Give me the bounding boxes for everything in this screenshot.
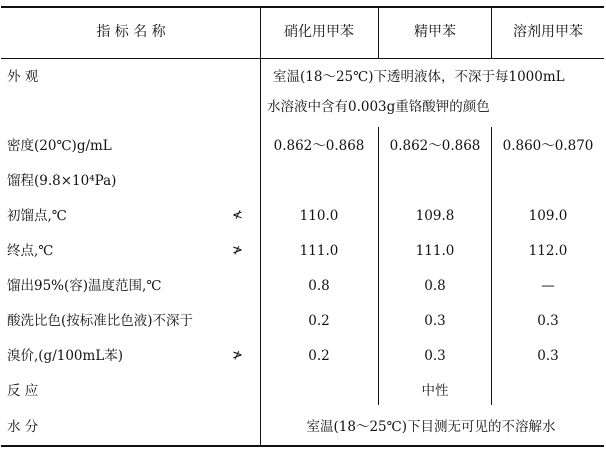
- header-solvent-toluene: 溶剂用甲苯: [513, 24, 583, 40]
- acid-wash-refined: 0.3: [424, 313, 446, 329]
- row-label-acid-wash: 酸洗比色(按标准比色液)不深于: [7, 313, 194, 329]
- row-label-initial-bp: 初馏点,℃: [7, 208, 67, 224]
- column-divider-1: [260, 6, 261, 59]
- spec-table: [1, 6, 604, 447]
- row-label-reaction: 反 应: [7, 383, 39, 399]
- row-label-appearance: 外 观: [7, 69, 39, 85]
- end-point-refined: 111.0: [415, 243, 455, 259]
- not-greater-than-mark: ≯: [232, 243, 243, 258]
- header-refined-toluene: 精甲苯: [414, 24, 456, 40]
- bromine-nitration: 0.2: [308, 348, 330, 364]
- density-nitration: 0.862～0.868: [273, 138, 365, 154]
- end-point-nitration: 111.0: [299, 243, 339, 259]
- header-nitration-toluene: 硝化用甲苯: [284, 24, 354, 40]
- moisture-value: 室温(18～25℃)下目测无可见的不溶解水: [306, 419, 556, 435]
- row-label-moisture: 水 分: [7, 419, 39, 435]
- acid-wash-solvent: 0.3: [537, 313, 559, 329]
- row-label-end-point: 终点,℃: [7, 243, 54, 259]
- initial-bp-refined: 109.8: [415, 208, 455, 224]
- column-divider-1-body: [260, 59, 261, 445]
- header-indicator-name: 指 标 名 称: [96, 24, 166, 40]
- acid-wash-nitration: 0.2: [308, 313, 330, 329]
- initial-bp-nitration: 110.0: [299, 208, 339, 224]
- column-divider-2: [378, 6, 379, 59]
- column-divider-2-body: [378, 127, 379, 405]
- row-label-distillation: 馏程(9.8×10⁴Pa): [7, 173, 117, 189]
- column-divider-3-body: [491, 127, 492, 405]
- not-greater-than-mark: ≯: [232, 348, 243, 363]
- distill-95-refined: 0.8: [424, 278, 446, 294]
- bromine-refined: 0.3: [424, 348, 446, 364]
- not-less-than-mark: ≮: [232, 208, 243, 223]
- row-label-bromine: 溴价,(g/100mL苯): [7, 348, 124, 364]
- bromine-solvent: 0.3: [537, 348, 559, 364]
- appearance-value-line1: 室温(18～25℃)下透明液体，不深于每1000mL: [273, 69, 565, 85]
- row-label-distill-95: 馏出95%(容)温度范围,℃: [7, 278, 162, 294]
- density-solvent: 0.860～0.870: [502, 138, 594, 154]
- density-refined: 0.862～0.868: [389, 138, 481, 154]
- header-bottom-border: [1, 58, 604, 59]
- appearance-value-line2: 水溶液中含有0.003g重铬酸钾的颜色: [267, 99, 490, 115]
- reaction-value: 中性: [421, 383, 449, 399]
- distill-95-nitration: 0.8: [308, 278, 330, 294]
- table-bottom-border: [1, 445, 604, 447]
- column-divider-3: [491, 6, 492, 59]
- distill-95-solvent: —: [541, 278, 555, 294]
- row-label-density: 密度(20℃)g/mL: [7, 138, 112, 154]
- end-point-solvent: 112.0: [528, 243, 568, 259]
- initial-bp-solvent: 109.0: [528, 208, 568, 224]
- table-top-border: [1, 6, 604, 8]
